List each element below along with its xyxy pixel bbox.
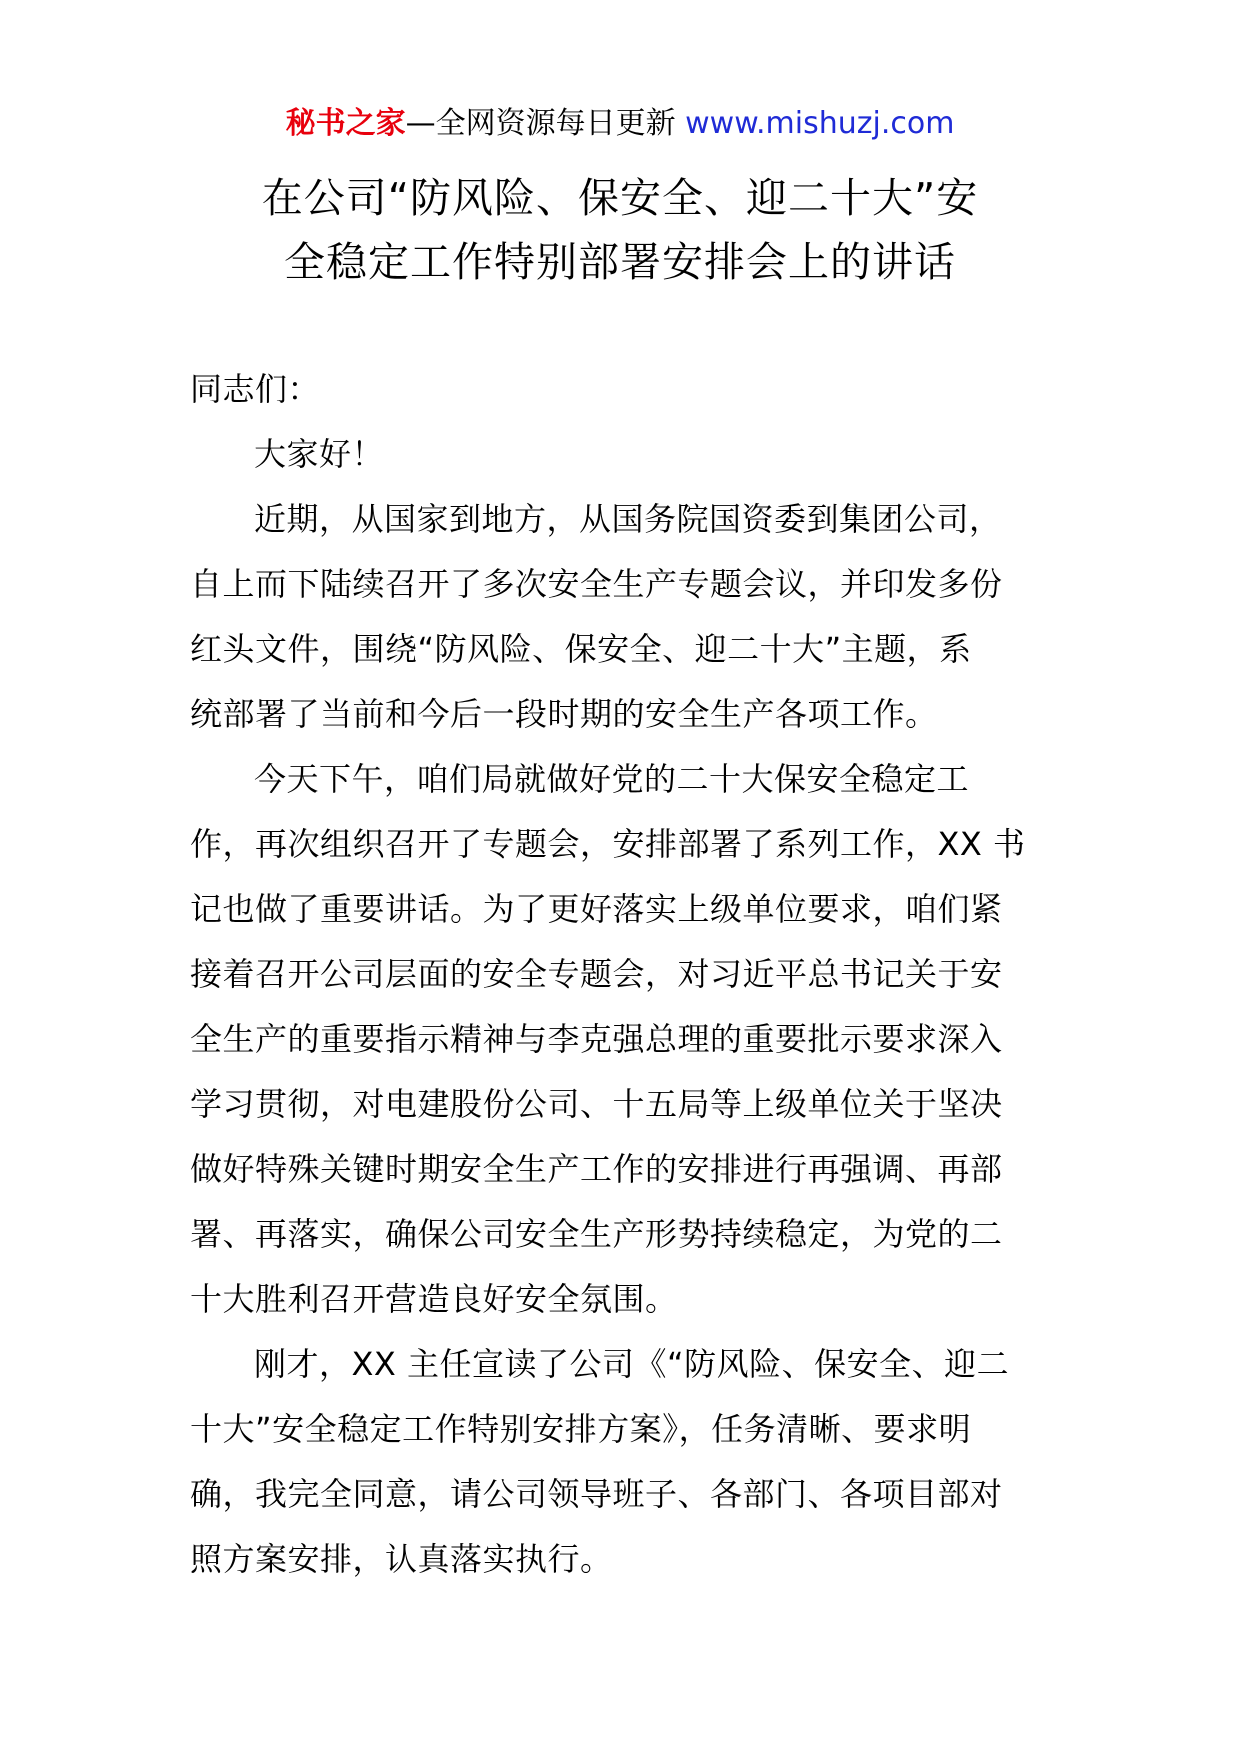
paragraph-line: 记也做了重要讲话。为了更好落实上级单位要求，咱们紧 (190, 890, 1003, 928)
paragraph-line: 照方案安排，认真落实执行。 (190, 1540, 613, 1578)
paragraph-line: 红头文件，围绕“防风险、保安全、迎二十大”主题，系 (190, 630, 972, 668)
paragraph-line: 近期，从国家到地方，从国务院国资委到集团公司， (254, 500, 1002, 538)
brand-name: 秘书之家 (285, 106, 406, 141)
title-line-2: 全稳定工作特别部署安排会上的讲话 (284, 238, 956, 286)
paragraph-1 (190, 487, 1050, 747)
paragraph-line: 十大胜利召开营造良好安全氛围。 (190, 1280, 678, 1318)
paragraph-3 (190, 1332, 1050, 1592)
paragraph-line: 作，再次组织召开了专题会，安排部署了系列工作，XX 书 (190, 825, 1026, 863)
paragraph-line: 做好特殊关键时期安全生产工作的安排进行再强调、再部 (190, 1150, 1003, 1188)
site-link[interactable]: www.mishuzj.com (685, 106, 955, 141)
document-title (200, 166, 1040, 294)
paragraph-line: 十大”安全稳定工作特别安排方案》，任务清晰、要求明 (190, 1410, 972, 1448)
paragraph-line: 全生产的重要指示精神与李克强总理的重要批示要求深入 (190, 1020, 1003, 1058)
paragraph-line: 确，我完全同意，请公司领导班子、各部门、各项目部对 (190, 1475, 1003, 1513)
speech-body (190, 357, 1050, 1592)
paragraph-line: 今天下午，咱们局就做好党的二十大保安全稳定工 (254, 760, 970, 798)
paragraph-line: 接着召开公司层面的安全专题会，对习近平总书记关于安 (190, 955, 1003, 993)
paragraph-line: 统部署了当前和今后一段时期的安全生产各项工作。 (190, 695, 938, 733)
paragraph-2 (190, 747, 1050, 1332)
paragraph-line: 署、再落实，确保公司安全生产形势持续稳定，为党的二 (190, 1215, 1003, 1253)
site-header (0, 102, 1240, 146)
title-line-1: 在公司“防风险、保安全、迎二十大”安 (261, 174, 979, 222)
paragraph-line: 自上而下陆续召开了多次安全生产专题会议，并印发多份 (190, 565, 1003, 603)
paragraph-line: 刚才，XX 主任宣读了公司《“防风险、保安全、迎二 (254, 1345, 1010, 1383)
greeting: 大家好！ (254, 435, 385, 473)
header-slogan: —全网资源每日更新 (405, 106, 686, 141)
paragraph-line: 学习贯彻，对电建股份公司、十五局等上级单位关于坚决 (190, 1085, 1003, 1123)
salutation: 同志们： (190, 370, 321, 408)
